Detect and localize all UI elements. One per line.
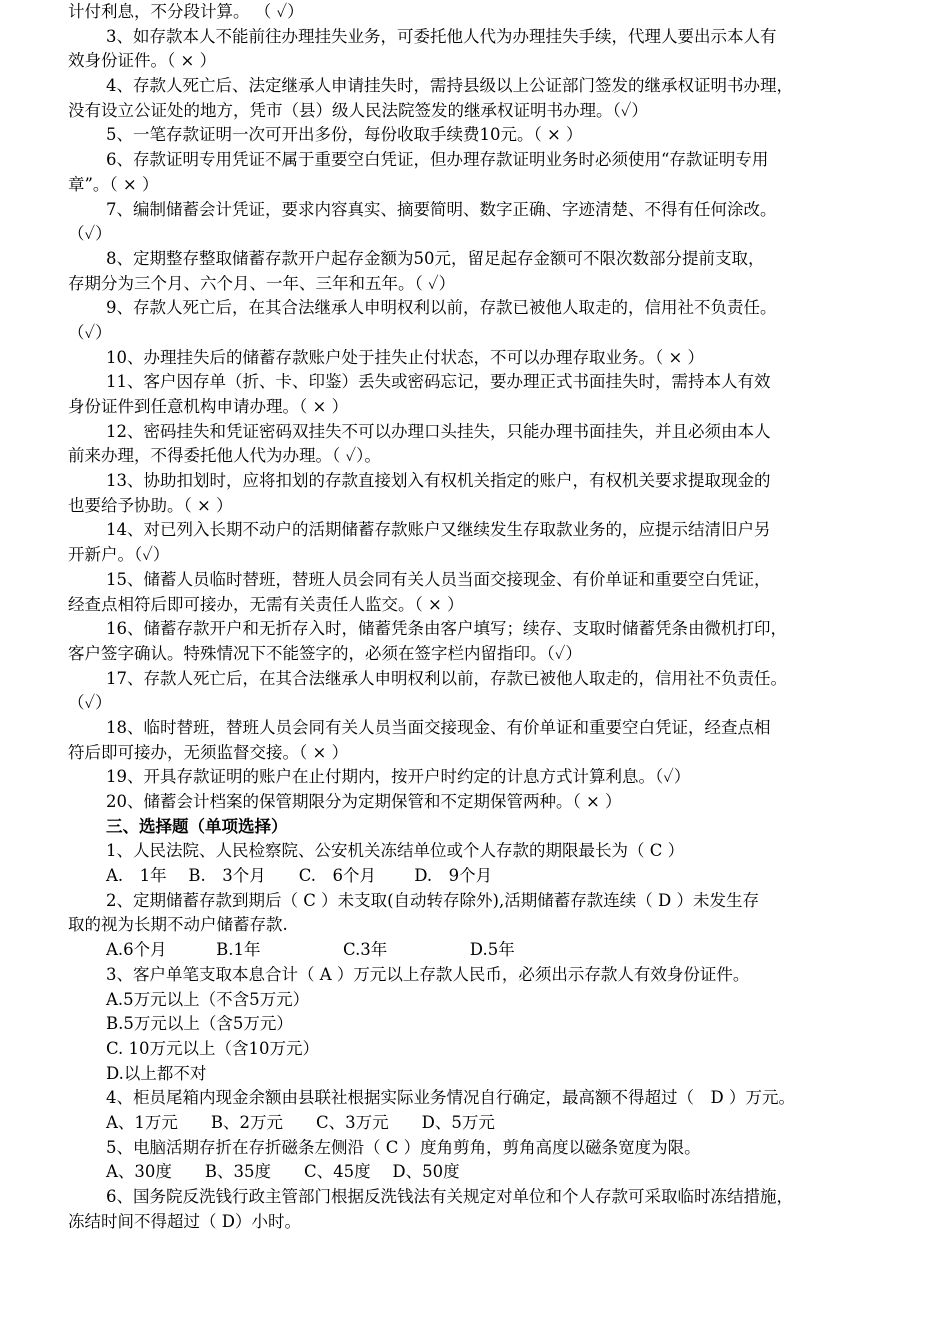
text-line: 11、客户因存单（折、卡、印鉴）丢失或密码忘记，要办理正式书面挂失时，需持本人有效 [106,372,771,392]
text-line: 存期分为三个月、六个月、一年、三年和五年。（ ✓） [68,273,456,293]
text-line: 3、如存款本人不能前往办理挂失业务，可委托他人代为办理挂失手续，代理人要出示本人有 [106,26,777,46]
text-line: 3、客户单笔支取本息合计（ A ）万元以上存款人民币，必须出示存款人有效身份证件。 [106,964,750,984]
text-line: 12、密码挂失和凭证密码双挂失不可以办理口头挂失，只能办理书面挂失，并且必须由本人 [106,421,771,441]
options-line: A.6个月 B.1年 C.3年 D.5年 [106,940,515,960]
text-line: 身份证件到任意机构申请办理。（ × ） [68,397,349,416]
text-line: （✓） [68,224,112,244]
document-body [68,0,888,1234]
text-line: 章”。（ × ） [68,174,159,194]
text-line: 18、临时替班，替班人员会同有关人员当面交接现金、有价单证和重要空白凭证，经查点相 [106,717,771,737]
text-line: 20、储蓄会计档案的保管期限分为定期保管和不定期保管两种。（ × ） [106,792,622,811]
options-line: A、30度 B、35度 C、45度 D、50度 [106,1162,460,1182]
options-line: A. 1年 B. 3个月 C. 6个月 D. 9个月 [106,866,493,886]
text-line: （✓） [68,693,112,713]
text-line: 5、一笔存款证明一次可开出多份，每份收取手续费10元。（ × ） [106,125,583,145]
text-line: 4、存款人死亡后、法定继承人申请挂失时，需持县级以上公证部门签发的继承权证明书办理， [106,76,793,96]
text-line: 9、存款人死亡后，在其合法继承人申明权利以前，存款已被他人取走的，信用社不负责任。 [106,298,777,318]
text-line: 17、存款人死亡后，在其合法继承人申明权利以前，存款已被他人取走的，信用社不负责任。 [106,668,787,688]
text-line: 19、开具存款证明的账户在止付期内，按开户时约定的计息方式计算利息。（✓） [106,767,691,787]
text-line: 13、协助扣划时，应将扣划的存款直接划入有权机关指定的账户，有权机关要求提取现金的 [106,471,771,491]
section-heading: 三、选择题（单项选择） [106,816,288,836]
text-line: 5、电脑活期存折在存折磁条左侧沿（ C ）度角剪角，剪角高度以磁条宽度为限。 [106,1137,701,1157]
options-line: B.5万元以上（含5万元） [106,1014,293,1034]
text-line: 取的视为长期不动户储蓄存款. [68,915,288,935]
text-line: 没有设立公证处的地方，凭市（县）级人民法院签发的继承权证明书办理。（✓） [68,100,648,120]
options-line: A.5万元以上（不含5万元） [106,989,310,1009]
text-line: 也要给予协助。（ × ） [68,495,233,515]
text-line: 冻结时间不得超过（ D）小时。 [68,1211,301,1231]
text-line: 10、办理挂失后的储蓄存款账户处于挂失止付状态，不可以办理存取业务。（ × ） [106,347,705,367]
text-line: （✓） [68,322,112,342]
text-line: 14、对已列入长期不动户的活期储蓄存款账户又继续发生存取款业务的，应提示结清旧户另 [106,520,771,540]
text-line: 7、编制储蓄会计凭证，要求内容真实、摘要简明、数字正确、字迹清楚、不得有任何涂改。 [106,199,777,219]
text-line: 计付利息，不分段计算。 （ ✓） [68,2,304,21]
text-line: 1、人民法院、人民检察院、公安机关冻结单位或个人存款的期限最长为（ C ） [106,841,685,861]
text-line: 6、存款证明专用凭证不属于重要空白凭证，但办理存款证明业务时必须使用“存款证明专用 [106,150,769,170]
text-line: 6、国务院反洗钱行政主管部门根据反洗钱法有关规定对单位和个人存款可采取临时冻结措施， [106,1187,793,1206]
text-line: 经查点相符后即可接办，无需有关责任人监交。（ × ） [68,594,464,614]
text-line: 客户签字确认。特殊情况下不能签字的，必须在签字栏内留指印。（✓） [68,643,582,663]
text-line: 16、储蓄存款开户和无折存入时，储蓄凭条由客户填写；续存、支取时储蓄凭条由微机打印， [106,619,787,639]
options-line: A、1万元 B、2万元 C、3万元 D、5万元 [106,1112,495,1132]
text-line: 15、储蓄人员临时替班，替班人员会同有关人员当面交接现金、有价单证和重要空白凭证， [106,569,771,589]
text-line: 符后即可接办，无须监督交接。（ × ） [68,742,349,762]
options-line: D.以上都不对 [106,1063,207,1083]
text-line: 开新户。（✓） [68,545,170,565]
text-line: 前来办理，不得委托他人代为办理。（ ✓）。 [68,446,381,466]
text-line: 8、定期整存整取储蓄存款开户起存金额为50元，留足起存金额可不限次数部分提前支取， [106,248,765,268]
text-line: 效身份证件。（ × ） [68,51,217,71]
text-line: 4、柜员尾箱内现金余额由县联社根据实际业务情况自行确定，最高额不得超过（ D ）万元。 [106,1088,795,1108]
text-line: 2、定期储蓄存款到期后（ C ）未支取(自动转存除外),活期储蓄存款连续（ D ）未发生存 [106,890,759,910]
options-line: C. 10万元以上（含10万元） [106,1038,320,1058]
